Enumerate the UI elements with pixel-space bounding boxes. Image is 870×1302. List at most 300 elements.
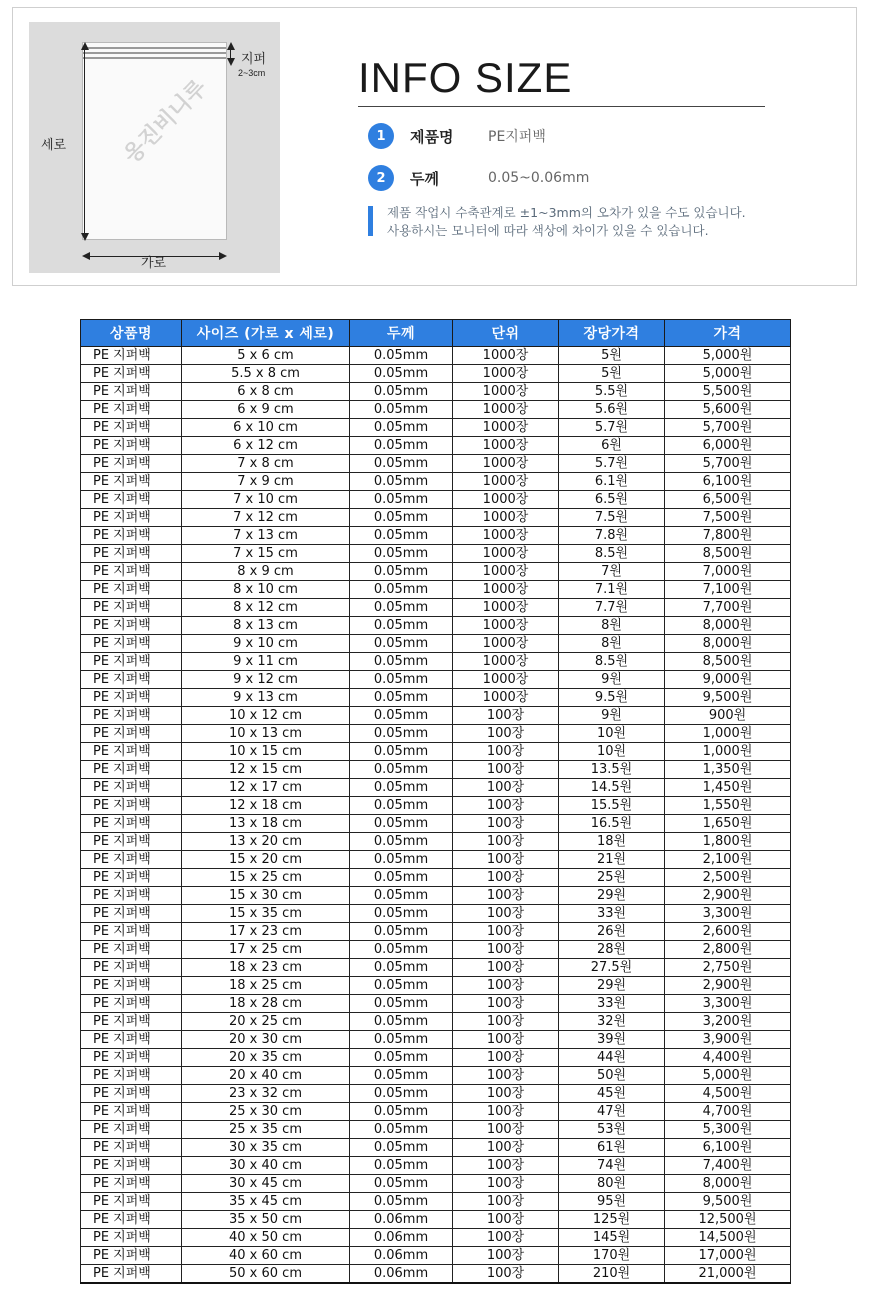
spec-row-thickness xyxy=(368,165,589,191)
cell-name: PE 지퍼백 xyxy=(81,383,182,401)
cell-unit: 100장 xyxy=(453,959,559,977)
cell-name: PE 지퍼백 xyxy=(81,365,182,383)
cell-price: 1,350원 xyxy=(665,761,791,779)
cell-unit: 1000장 xyxy=(453,545,559,563)
price-table xyxy=(80,319,791,1284)
cell-thickness: 0.05mm xyxy=(350,1175,453,1193)
note-line: 제품 작업시 수축관계로 ±1~3mm의 오차가 있을 수도 있습니다. xyxy=(387,205,746,220)
cell-size: 9 x 12 cm xyxy=(182,671,350,689)
cell-size: 8 x 9 cm xyxy=(182,563,350,581)
notes xyxy=(368,204,746,240)
cell-unit: 1000장 xyxy=(453,347,559,365)
cell-price: 3,300원 xyxy=(665,905,791,923)
table-row xyxy=(81,725,791,743)
table-row xyxy=(81,1031,791,1049)
cell-size: 35 x 45 cm xyxy=(182,1193,350,1211)
cell-price: 1,650원 xyxy=(665,815,791,833)
spec-value: 0.05~0.06mm xyxy=(488,170,590,186)
cell-size: 10 x 13 cm xyxy=(182,725,350,743)
cell-unit-price: 5원 xyxy=(559,365,665,383)
cell-name: PE 지퍼백 xyxy=(81,743,182,761)
table-row xyxy=(81,1013,791,1031)
cell-size: 20 x 35 cm xyxy=(182,1049,350,1067)
spec-value: PE지퍼백 xyxy=(488,129,546,145)
cell-unit-price: 80원 xyxy=(559,1175,665,1193)
table-row xyxy=(81,905,791,923)
cell-thickness: 0.05mm xyxy=(350,347,453,365)
cell-price: 7,400원 xyxy=(665,1157,791,1175)
cell-size: 5 x 6 cm xyxy=(182,347,350,365)
cell-price: 6,100원 xyxy=(665,1139,791,1157)
cell-name: PE 지퍼백 xyxy=(81,1211,182,1229)
cell-name: PE 지퍼백 xyxy=(81,869,182,887)
cell-thickness: 0.05mm xyxy=(350,1085,453,1103)
cell-unit-price: 7원 xyxy=(559,563,665,581)
cell-thickness: 0.05mm xyxy=(350,779,453,797)
table-row xyxy=(81,1103,791,1121)
cell-unit-price: 7.7원 xyxy=(559,599,665,617)
cell-unit-price: 39원 xyxy=(559,1031,665,1049)
zipper-dimension-line xyxy=(230,48,231,58)
cell-unit: 100장 xyxy=(453,1013,559,1031)
cell-price: 9,500원 xyxy=(665,1193,791,1211)
cell-thickness: 0.05mm xyxy=(350,1121,453,1139)
cell-thickness: 0.06mm xyxy=(350,1211,453,1229)
cell-thickness: 0.05mm xyxy=(350,923,453,941)
cell-size: 10 x 12 cm xyxy=(182,707,350,725)
cell-price: 7,100원 xyxy=(665,581,791,599)
cell-unit: 100장 xyxy=(453,995,559,1013)
cell-name: PE 지퍼백 xyxy=(81,419,182,437)
cell-name: PE 지퍼백 xyxy=(81,851,182,869)
cell-size: 8 x 13 cm xyxy=(182,617,350,635)
arrow-up-icon xyxy=(81,42,89,50)
cell-thickness: 0.05mm xyxy=(350,509,453,527)
table-row xyxy=(81,527,791,545)
cell-price: 9,500원 xyxy=(665,689,791,707)
cell-thickness: 0.05mm xyxy=(350,401,453,419)
table-row xyxy=(81,401,791,419)
cell-price: 2,800원 xyxy=(665,941,791,959)
cell-unit-price: 5원 xyxy=(559,347,665,365)
table-row xyxy=(81,347,791,365)
cell-unit-price: 8.5원 xyxy=(559,545,665,563)
cell-name: PE 지퍼백 xyxy=(81,1175,182,1193)
header-thickness: 두께 xyxy=(350,320,453,347)
cell-price: 3,300원 xyxy=(665,995,791,1013)
cell-size: 7 x 8 cm xyxy=(182,455,350,473)
cell-thickness: 0.05mm xyxy=(350,797,453,815)
cell-size: 15 x 35 cm xyxy=(182,905,350,923)
cell-unit: 100장 xyxy=(453,725,559,743)
cell-price: 4,500원 xyxy=(665,1085,791,1103)
cell-name: PE 지퍼백 xyxy=(81,473,182,491)
cell-name: PE 지퍼백 xyxy=(81,1085,182,1103)
table-row xyxy=(81,1229,791,1247)
cell-thickness: 0.05mm xyxy=(350,977,453,995)
header-price: 가격 xyxy=(665,320,791,347)
table-row xyxy=(81,797,791,815)
cell-thickness: 0.05mm xyxy=(350,941,453,959)
cell-name: PE 지퍼백 xyxy=(81,437,182,455)
cell-thickness: 0.05mm xyxy=(350,1031,453,1049)
cell-thickness: 0.06mm xyxy=(350,1229,453,1247)
cell-name: PE 지퍼백 xyxy=(81,815,182,833)
cell-unit: 1000장 xyxy=(453,473,559,491)
cell-price: 1,550원 xyxy=(665,797,791,815)
cell-size: 12 x 15 cm xyxy=(182,761,350,779)
cell-size: 25 x 30 cm xyxy=(182,1103,350,1121)
cell-name: PE 지퍼백 xyxy=(81,887,182,905)
cell-unit-price: 6.5원 xyxy=(559,491,665,509)
cell-size: 30 x 35 cm xyxy=(182,1139,350,1157)
table-row xyxy=(81,599,791,617)
cell-price: 5,300원 xyxy=(665,1121,791,1139)
cell-price: 9,000원 xyxy=(665,671,791,689)
cell-unit-price: 29원 xyxy=(559,887,665,905)
cell-name: PE 지퍼백 xyxy=(81,1031,182,1049)
header-unit-price: 장당가격 xyxy=(559,320,665,347)
table-row xyxy=(81,509,791,527)
cell-name: PE 지퍼백 xyxy=(81,509,182,527)
table-row xyxy=(81,383,791,401)
cell-price: 7,500원 xyxy=(665,509,791,527)
cell-price: 6,000원 xyxy=(665,437,791,455)
cell-thickness: 0.06mm xyxy=(350,1247,453,1265)
cell-name: PE 지퍼백 xyxy=(81,1247,182,1265)
cell-unit: 100장 xyxy=(453,869,559,887)
cell-size: 15 x 25 cm xyxy=(182,869,350,887)
cell-unit-price: 13.5원 xyxy=(559,761,665,779)
cell-unit-price: 10원 xyxy=(559,725,665,743)
cell-thickness: 0.05mm xyxy=(350,365,453,383)
cell-unit-price: 5.6원 xyxy=(559,401,665,419)
cell-price: 5,000원 xyxy=(665,1067,791,1085)
cell-size: 25 x 35 cm xyxy=(182,1121,350,1139)
cell-unit: 1000장 xyxy=(453,437,559,455)
cell-price: 2,500원 xyxy=(665,869,791,887)
spec-label: 두께 xyxy=(410,169,439,188)
cell-price: 5,000원 xyxy=(665,365,791,383)
table-row xyxy=(81,977,791,995)
cell-unit-price: 7.8원 xyxy=(559,527,665,545)
cell-name: PE 지퍼백 xyxy=(81,401,182,419)
cell-price: 3,900원 xyxy=(665,1031,791,1049)
cell-name: PE 지퍼백 xyxy=(81,761,182,779)
cell-unit: 100장 xyxy=(453,941,559,959)
cell-unit-price: 125원 xyxy=(559,1211,665,1229)
cell-thickness: 0.05mm xyxy=(350,815,453,833)
cell-unit-price: 7.5원 xyxy=(559,509,665,527)
cell-unit-price: 26원 xyxy=(559,923,665,941)
table-row xyxy=(81,1157,791,1175)
cell-size: 15 x 30 cm xyxy=(182,887,350,905)
cell-unit: 100장 xyxy=(453,815,559,833)
cell-unit-price: 45원 xyxy=(559,1085,665,1103)
height-label: 세로 xyxy=(41,137,67,152)
cell-thickness: 0.05mm xyxy=(350,743,453,761)
cell-unit: 100장 xyxy=(453,707,559,725)
cell-unit-price: 15.5원 xyxy=(559,797,665,815)
cell-price: 21,000원 xyxy=(665,1265,791,1284)
table-header-row xyxy=(81,320,791,347)
cell-size: 50 x 60 cm xyxy=(182,1265,350,1284)
cell-unit: 100장 xyxy=(453,797,559,815)
cell-size: 5.5 x 8 cm xyxy=(182,365,350,383)
cell-name: PE 지퍼백 xyxy=(81,563,182,581)
cell-thickness: 0.05mm xyxy=(350,1049,453,1067)
cell-thickness: 0.05mm xyxy=(350,671,453,689)
cell-size: 8 x 12 cm xyxy=(182,599,350,617)
cell-unit-price: 29원 xyxy=(559,977,665,995)
cell-name: PE 지퍼백 xyxy=(81,941,182,959)
table-row xyxy=(81,869,791,887)
table-row xyxy=(81,1193,791,1211)
cell-name: PE 지퍼백 xyxy=(81,977,182,995)
cell-thickness: 0.05mm xyxy=(350,419,453,437)
table-row xyxy=(81,545,791,563)
cell-name: PE 지퍼백 xyxy=(81,1193,182,1211)
cell-unit: 1000장 xyxy=(453,671,559,689)
header-product: 상품명 xyxy=(81,320,182,347)
cell-price: 5,700원 xyxy=(665,419,791,437)
cell-unit: 1000장 xyxy=(453,383,559,401)
table-row xyxy=(81,581,791,599)
arrow-up-icon xyxy=(227,42,235,50)
cell-name: PE 지퍼백 xyxy=(81,995,182,1013)
table-row xyxy=(81,707,791,725)
cell-unit: 100장 xyxy=(453,851,559,869)
zipper-line xyxy=(83,57,226,59)
cell-size: 6 x 9 cm xyxy=(182,401,350,419)
cell-thickness: 0.05mm xyxy=(350,545,453,563)
cell-size: 6 x 8 cm xyxy=(182,383,350,401)
cell-size: 12 x 17 cm xyxy=(182,779,350,797)
cell-unit: 1000장 xyxy=(453,581,559,599)
cell-thickness: 0.05mm xyxy=(350,599,453,617)
cell-price: 7,700원 xyxy=(665,599,791,617)
header-size: 사이즈 (가로 x 세로) xyxy=(182,320,350,347)
cell-unit: 1000장 xyxy=(453,401,559,419)
cell-unit: 100장 xyxy=(453,779,559,797)
cell-thickness: 0.05mm xyxy=(350,851,453,869)
cell-price: 8,500원 xyxy=(665,653,791,671)
zipper-line xyxy=(83,52,226,54)
cell-thickness: 0.05mm xyxy=(350,1013,453,1031)
cell-name: PE 지퍼백 xyxy=(81,527,182,545)
cell-unit-price: 8원 xyxy=(559,635,665,653)
table-row xyxy=(81,671,791,689)
cell-unit-price: 6원 xyxy=(559,437,665,455)
cell-unit: 100장 xyxy=(453,1067,559,1085)
arrow-down-icon xyxy=(227,58,235,66)
cell-size: 9 x 11 cm xyxy=(182,653,350,671)
height-dimension-line xyxy=(84,49,85,233)
spec-row-product xyxy=(368,123,546,149)
table-row xyxy=(81,689,791,707)
cell-price: 6,100원 xyxy=(665,473,791,491)
cell-unit-price: 32원 xyxy=(559,1013,665,1031)
table-row xyxy=(81,761,791,779)
cell-thickness: 0.05mm xyxy=(350,1067,453,1085)
table-row xyxy=(81,1175,791,1193)
cell-name: PE 지퍼백 xyxy=(81,797,182,815)
cell-unit-price: 170원 xyxy=(559,1247,665,1265)
table-row xyxy=(81,941,791,959)
width-label: 가로 xyxy=(141,255,167,270)
spec-label: 제품명 xyxy=(410,127,454,146)
cell-thickness: 0.05mm xyxy=(350,761,453,779)
cell-size: 6 x 10 cm xyxy=(182,419,350,437)
cell-unit: 100장 xyxy=(453,1103,559,1121)
cell-price: 1,800원 xyxy=(665,833,791,851)
cell-size: 6 x 12 cm xyxy=(182,437,350,455)
cell-size: 20 x 40 cm xyxy=(182,1067,350,1085)
cell-name: PE 지퍼백 xyxy=(81,671,182,689)
cell-thickness: 0.05mm xyxy=(350,455,453,473)
cell-unit-price: 53원 xyxy=(559,1121,665,1139)
cell-unit: 1000장 xyxy=(453,599,559,617)
cell-price: 4,400원 xyxy=(665,1049,791,1067)
cell-name: PE 지퍼백 xyxy=(81,905,182,923)
cell-unit: 1000장 xyxy=(453,563,559,581)
cell-unit: 1000장 xyxy=(453,527,559,545)
cell-thickness: 0.05mm xyxy=(350,563,453,581)
cell-size: 17 x 25 cm xyxy=(182,941,350,959)
cell-price: 1,000원 xyxy=(665,743,791,761)
cell-unit: 100장 xyxy=(453,1031,559,1049)
table-row xyxy=(81,833,791,851)
cell-size: 7 x 10 cm xyxy=(182,491,350,509)
cell-size: 18 x 23 cm xyxy=(182,959,350,977)
cell-size: 12 x 18 cm xyxy=(182,797,350,815)
cell-price: 8,000원 xyxy=(665,1175,791,1193)
cell-price: 2,100원 xyxy=(665,851,791,869)
cell-name: PE 지퍼백 xyxy=(81,923,182,941)
cell-size: 23 x 32 cm xyxy=(182,1085,350,1103)
cell-unit-price: 33원 xyxy=(559,905,665,923)
cell-name: PE 지퍼백 xyxy=(81,1265,182,1284)
cell-size: 30 x 45 cm xyxy=(182,1175,350,1193)
cell-unit-price: 145원 xyxy=(559,1229,665,1247)
cell-size: 17 x 23 cm xyxy=(182,923,350,941)
cell-thickness: 0.05mm xyxy=(350,383,453,401)
cell-size: 8 x 10 cm xyxy=(182,581,350,599)
cell-price: 3,200원 xyxy=(665,1013,791,1031)
cell-size: 7 x 15 cm xyxy=(182,545,350,563)
cell-size: 20 x 25 cm xyxy=(182,1013,350,1031)
cell-price: 6,500원 xyxy=(665,491,791,509)
table-row xyxy=(81,653,791,671)
cell-unit: 1000장 xyxy=(453,365,559,383)
cell-unit: 100장 xyxy=(453,833,559,851)
cell-thickness: 0.05mm xyxy=(350,869,453,887)
cell-unit-price: 18원 xyxy=(559,833,665,851)
cell-name: PE 지퍼백 xyxy=(81,347,182,365)
cell-thickness: 0.05mm xyxy=(350,1157,453,1175)
table-row xyxy=(81,1085,791,1103)
cell-unit-price: 210원 xyxy=(559,1265,665,1284)
cell-name: PE 지퍼백 xyxy=(81,1139,182,1157)
cell-unit: 1000장 xyxy=(453,419,559,437)
cell-name: PE 지퍼백 xyxy=(81,653,182,671)
cell-unit: 100장 xyxy=(453,887,559,905)
number-2-icon: 2 xyxy=(368,165,394,191)
cell-size: 20 x 30 cm xyxy=(182,1031,350,1049)
cell-thickness: 0.05mm xyxy=(350,887,453,905)
zipper-line xyxy=(83,47,226,49)
cell-price: 8,000원 xyxy=(665,617,791,635)
cell-name: PE 지퍼백 xyxy=(81,1157,182,1175)
cell-unit: 1000장 xyxy=(453,653,559,671)
cell-thickness: 0.05mm xyxy=(350,905,453,923)
note-line: 사용하시는 모니터에 따라 색상에 차이가 있을 수 있습니다. xyxy=(387,223,709,238)
table-row xyxy=(81,959,791,977)
cell-name: PE 지퍼백 xyxy=(81,1229,182,1247)
cell-name: PE 지퍼백 xyxy=(81,1049,182,1067)
cell-unit: 1000장 xyxy=(453,635,559,653)
cell-name: PE 지퍼백 xyxy=(81,1067,182,1085)
cell-thickness: 0.05mm xyxy=(350,527,453,545)
table-row xyxy=(81,743,791,761)
cell-unit: 1000장 xyxy=(453,617,559,635)
cell-size: 30 x 40 cm xyxy=(182,1157,350,1175)
cell-name: PE 지퍼백 xyxy=(81,1013,182,1031)
cell-price: 5,000원 xyxy=(665,347,791,365)
table-row xyxy=(81,779,791,797)
cell-unit: 100장 xyxy=(453,1265,559,1284)
table-row xyxy=(81,419,791,437)
cell-unit: 1000장 xyxy=(453,491,559,509)
cell-unit-price: 28원 xyxy=(559,941,665,959)
table-row xyxy=(81,1139,791,1157)
cell-price: 1,000원 xyxy=(665,725,791,743)
table-row xyxy=(81,563,791,581)
cell-size: 13 x 18 cm xyxy=(182,815,350,833)
cell-unit-price: 6.1원 xyxy=(559,473,665,491)
cell-unit-price: 21원 xyxy=(559,851,665,869)
cell-price: 5,600원 xyxy=(665,401,791,419)
cell-price: 2,900원 xyxy=(665,977,791,995)
cell-thickness: 0.05mm xyxy=(350,581,453,599)
cell-unit: 100장 xyxy=(453,923,559,941)
cell-unit: 100장 xyxy=(453,1085,559,1103)
cell-size: 10 x 15 cm xyxy=(182,743,350,761)
cell-name: PE 지퍼백 xyxy=(81,833,182,851)
cell-thickness: 0.05mm xyxy=(350,653,453,671)
cell-thickness: 0.05mm xyxy=(350,1193,453,1211)
cell-thickness: 0.05mm xyxy=(350,437,453,455)
note-accent-bar xyxy=(368,206,373,236)
cell-name: PE 지퍼백 xyxy=(81,491,182,509)
cell-unit: 1000장 xyxy=(453,509,559,527)
cell-name: PE 지퍼백 xyxy=(81,617,182,635)
cell-unit-price: 9원 xyxy=(559,707,665,725)
cell-price: 8,000원 xyxy=(665,635,791,653)
cell-size: 7 x 13 cm xyxy=(182,527,350,545)
cell-unit-price: 27.5원 xyxy=(559,959,665,977)
cell-unit: 100장 xyxy=(453,1193,559,1211)
cell-price: 17,000원 xyxy=(665,1247,791,1265)
cell-thickness: 0.05mm xyxy=(350,473,453,491)
cell-size: 40 x 60 cm xyxy=(182,1247,350,1265)
table-row xyxy=(81,473,791,491)
cell-unit-price: 14.5원 xyxy=(559,779,665,797)
cell-price: 1,450원 xyxy=(665,779,791,797)
table-row xyxy=(81,1265,791,1284)
cell-name: PE 지퍼백 xyxy=(81,725,182,743)
cell-name: PE 지퍼백 xyxy=(81,1121,182,1139)
